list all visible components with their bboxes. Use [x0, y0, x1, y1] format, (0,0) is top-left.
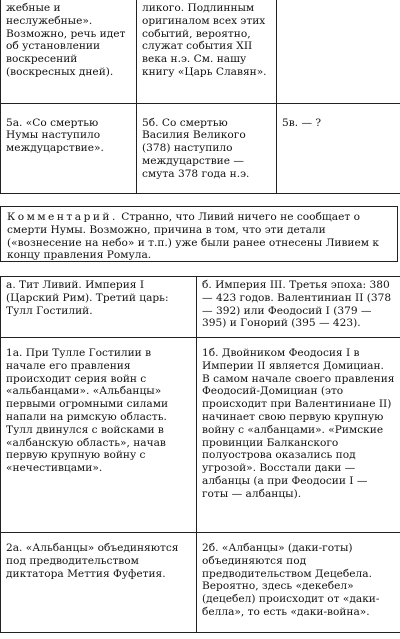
cell-text: б. Империя III. Третья эпоха: 380 — 423 годов. Валентиниан II (378 — 392) или Феодосий I (379 — 395) и Гонорий (395 — 423). — [202, 279, 392, 330]
table-cell-right — [197, 533, 400, 633]
table-row — [1, 103, 400, 193]
cell-text: 5в. — ? — [282, 116, 322, 129]
cell-text: ликого. Подлинным оригиналом всех этих событий, вероятно, служат события XII века н.э. См. нашу книгу «Царь Славян». — [142, 2, 267, 78]
cell-text: 5а. «Со смертью Нумы наступило междуцарствие». — [6, 116, 104, 155]
table-cell-right — [277, 0, 400, 103]
table-cell-middle — [137, 103, 277, 193]
cell-text: 1а. При Тулле Гостилии в начале его правления происходит серия войн с «альбанцами». «Альбанцы» первыми огромными силами напали на римскую область. Тулл двинулся с войсками в «албанскую область», начав первую крупную войну с «нечестивцами». — [6, 347, 169, 475]
table-cell-left — [1, 277, 197, 338]
table-row — [1, 0, 400, 103]
table-cell-middle — [137, 0, 277, 103]
cell-text: жебные и неслужебные». Возможно, речь идет об установлении воскресений (воскресных дней). — [6, 2, 126, 78]
table-cell-left — [1, 533, 197, 633]
table-row — [1, 533, 400, 633]
table-cell-right — [277, 103, 400, 193]
parallels-table-lower — [0, 276, 400, 633]
parallels-table-upper — [0, 0, 400, 194]
cell-text: 2б. «Албанцы» (даки-готы) объединяются под предводительством Децебела. Вероятно, здесь «декебел» (децебел) происходит от «даки-белла», то есть «даки-война». — [202, 542, 380, 618]
commentary-text: Странно, что Ливий ничего не сообщает о смерти Нумы. Возможно, причина в том, что эти детали («вознесение на небо» и т.п.) уже были ранее отнесены Ливием к концу правления Ромула. — [7, 211, 379, 262]
table-cell-right — [197, 338, 400, 533]
cell-text: 5б. Со смертью Василия Великого (378) наступило междуцарствие — смута 378 года н.э. — [142, 116, 250, 180]
table-row — [1, 277, 400, 338]
table-cell-left — [1, 103, 137, 193]
cell-text: 2а. «Альбанцы» объединяются под предводительством диктатора Меттия Фуфетия. — [6, 542, 179, 580]
commentary-label: Комментарий. — [7, 211, 118, 223]
table-cell-right — [197, 277, 400, 338]
cell-text: а. Тит Ливий. Империя I (Царский Рим). Третий царь: Тулл Гостилий. — [6, 279, 169, 317]
table-cell-left — [1, 338, 197, 533]
commentary-box — [0, 206, 398, 262]
table-cell-left — [1, 0, 137, 103]
cell-text: 1б. Двойником Феодосия I в Империи II является Домициан. В самом начале своего правления Феодосий-Домициан (это происходит при Валентиниане II) начинает свою первую крупную войну с «албанцами». «Римские провинции Балканского полуострова оказались под угрозой». Восстали даки — албанцы (а при Феодосии I — готы — албанцы). — [202, 347, 395, 500]
table-row — [1, 338, 400, 533]
